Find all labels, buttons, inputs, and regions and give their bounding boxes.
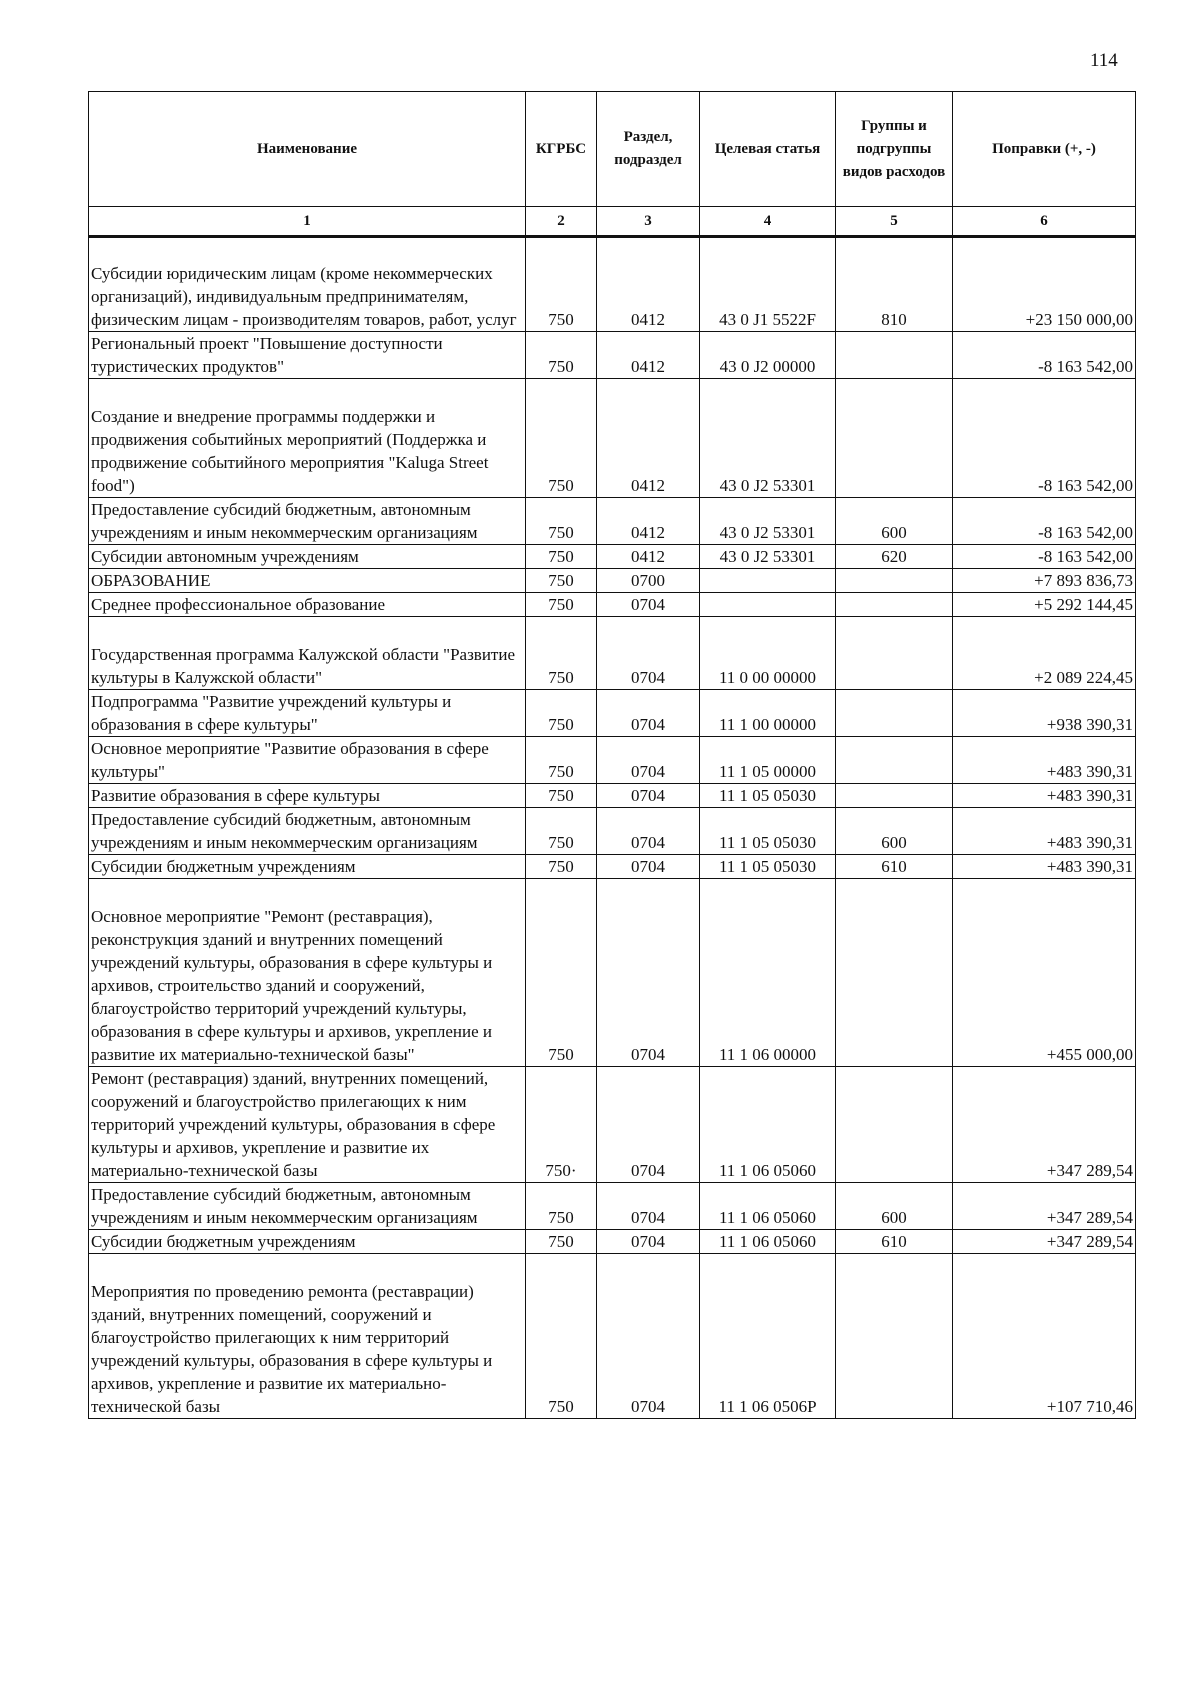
row-value	[953, 1230, 1136, 1254]
row-kgrbs	[526, 808, 597, 855]
row-target	[700, 237, 836, 332]
row-section-text: 0704	[631, 1208, 665, 1227]
table-row	[89, 1183, 1136, 1230]
row-name	[89, 1067, 526, 1183]
row-section-text: 0704	[631, 1045, 665, 1064]
table-row	[89, 617, 1136, 690]
row-kgrbs-text: 750	[548, 571, 574, 590]
row-group-text: 600	[881, 833, 907, 852]
budget-amendments-table	[88, 91, 1136, 1419]
row-kgrbs-text: 750	[548, 310, 574, 329]
column-number-row	[89, 207, 1136, 237]
row-kgrbs	[526, 1183, 597, 1230]
col-number: 6	[953, 207, 1136, 237]
row-value-text: -8 163 542,00	[1038, 476, 1133, 495]
row-name-text: Создание и внедрение программы поддержки и продвижения событийных мероприятий (Поддержка и продвижение событийного мероприятия "Kaluga Street food")	[91, 407, 489, 495]
row-value	[953, 617, 1136, 690]
row-name	[89, 237, 526, 332]
row-value	[953, 332, 1136, 379]
row-value-text: +455 000,00	[1046, 1045, 1133, 1064]
row-kgrbs-text: 750	[548, 1045, 574, 1064]
row-kgrbs-text: 750	[548, 786, 574, 805]
row-target	[700, 593, 836, 617]
row-kgrbs	[526, 1254, 597, 1419]
row-value	[953, 498, 1136, 545]
row-name	[89, 784, 526, 808]
row-target-text: 11 1 00 00000	[718, 715, 817, 734]
row-group-text: 610	[881, 1232, 907, 1251]
table-row	[89, 498, 1136, 545]
row-section-text: 0412	[631, 476, 665, 495]
col-number: 2	[526, 207, 597, 237]
row-kgrbs	[526, 498, 597, 545]
row-target	[700, 808, 836, 855]
row-kgrbs-text: 750	[548, 595, 574, 614]
row-group	[836, 332, 953, 379]
row-target-text: 11 1 05 05030	[718, 833, 817, 852]
row-target	[700, 1230, 836, 1254]
row-group	[836, 617, 953, 690]
row-name	[89, 545, 526, 569]
row-target-text: 43 0 J2 53301	[719, 547, 816, 566]
row-kgrbs-text: 750·	[545, 1161, 577, 1180]
row-name-text: Основное мероприятие "Развитие образования в сфере культуры"	[91, 739, 489, 781]
row-value	[953, 1067, 1136, 1183]
row-value-text: +7 893 836,73	[1034, 571, 1133, 590]
row-kgrbs	[526, 1067, 597, 1183]
row-name	[89, 855, 526, 879]
row-value-text: -8 163 542,00	[1038, 523, 1133, 542]
row-section-text: 0412	[631, 357, 665, 376]
row-section	[597, 1254, 700, 1419]
row-name	[89, 593, 526, 617]
row-target	[700, 737, 836, 784]
row-section	[597, 545, 700, 569]
row-name-text: Мероприятия по проведению ремонта (реставрации) зданий, внутренних помещений, сооружений и благоустройство прилегающих к ним территорий учреждений культуры, образования в сфере культуры и архивов, укрепление и развитие их материально-технической базы	[91, 1282, 493, 1416]
table-row	[89, 879, 1136, 1067]
table-header-row	[89, 92, 1136, 207]
row-kgrbs	[526, 545, 597, 569]
row-section	[597, 332, 700, 379]
row-target-text: 43 0 J1 5522F	[719, 310, 816, 329]
row-value-text: +2 089 224,45	[1034, 668, 1133, 687]
row-kgrbs-text: 750	[548, 1397, 574, 1416]
row-value	[953, 545, 1136, 569]
row-group	[836, 784, 953, 808]
row-group-text: 600	[881, 1208, 907, 1227]
row-name-text: Субсидии автономным учреждениям	[91, 547, 359, 566]
row-group	[836, 690, 953, 737]
row-name-text: Основное мероприятие "Ремонт (реставрация), реконструкция зданий и внутренних помещений учреждений культуры, образования в сфере культуры и архивов, строительство зданий и сооружений, благоустройство территорий учреждений культуры, образования в сфере культуры и архивов, укрепление и развитие их материально-технической базы"	[91, 907, 493, 1064]
row-target-text: 11 1 05 05030	[718, 786, 817, 805]
row-kgrbs	[526, 879, 597, 1067]
row-value-text: +347 289,54	[1046, 1161, 1133, 1180]
row-section-text: 0704	[631, 1397, 665, 1416]
row-kgrbs	[526, 379, 597, 498]
row-target-text: 43 0 J2 00000	[719, 357, 816, 376]
row-group	[836, 237, 953, 332]
row-value	[953, 237, 1136, 332]
row-section-text: 0700	[631, 571, 665, 590]
row-kgrbs	[526, 237, 597, 332]
row-name	[89, 332, 526, 379]
row-value-text: -8 163 542,00	[1038, 357, 1133, 376]
col-header-amendments: Поправки (+, -)	[953, 92, 1136, 207]
row-name-text: Предоставление субсидий бюджетным, автономным учреждениям и иным некоммерческим организациям	[91, 1185, 478, 1227]
col-number: 4	[700, 207, 836, 237]
row-target	[700, 617, 836, 690]
row-name	[89, 737, 526, 784]
table-row	[89, 690, 1136, 737]
row-section	[597, 617, 700, 690]
row-section-text: 0704	[631, 762, 665, 781]
table-row	[89, 1230, 1136, 1254]
row-value	[953, 879, 1136, 1067]
row-group-text: 600	[881, 523, 907, 542]
row-section-text: 0704	[631, 1232, 665, 1251]
row-group	[836, 593, 953, 617]
row-section	[597, 737, 700, 784]
table-row	[89, 855, 1136, 879]
row-target	[700, 379, 836, 498]
row-group	[836, 1254, 953, 1419]
row-kgrbs-text: 750	[548, 523, 574, 542]
row-group	[836, 808, 953, 855]
row-section-text: 0412	[631, 523, 665, 542]
table-row	[89, 737, 1136, 784]
row-name	[89, 879, 526, 1067]
row-kgrbs-text: 750	[548, 833, 574, 852]
row-value	[953, 1183, 1136, 1230]
row-section-text: 0704	[631, 715, 665, 734]
row-value-text: +483 390,31	[1046, 762, 1133, 781]
row-section	[597, 808, 700, 855]
row-kgrbs-text: 750	[548, 1232, 574, 1251]
row-name-text: Среднее профессиональное образование	[91, 595, 386, 614]
row-kgrbs-text: 750	[548, 715, 574, 734]
table-row	[89, 237, 1136, 332]
row-value-text: +5 292 144,45	[1034, 595, 1133, 614]
row-value	[953, 808, 1136, 855]
row-name-text: Региональный проект "Повышение доступности туристических продуктов"	[91, 334, 443, 376]
row-section-text: 0412	[631, 547, 665, 566]
row-name-text: Ремонт (реставрация) зданий, внутренних помещений, сооружений и благоустройство прилегающих к ним территорий учреждений культуры, образования в сфере культуры и архивов, укрепление и развитие их материально-технической базы	[91, 1069, 496, 1180]
row-section	[597, 855, 700, 879]
row-name	[89, 1230, 526, 1254]
row-target	[700, 1067, 836, 1183]
row-name-text: Предоставление субсидий бюджетным, автономным учреждениям и иным некоммерческим организациям	[91, 810, 478, 852]
row-group	[836, 379, 953, 498]
col-header-groups: Группы и подгруппы видов расходов	[836, 92, 953, 207]
row-group	[836, 1067, 953, 1183]
row-section	[597, 1183, 700, 1230]
row-name-text: Предоставление субсидий бюджетным, автономным учреждениям и иным некоммерческим организациям	[91, 500, 478, 542]
row-group	[836, 545, 953, 569]
col-header-section: Раздел, подраздел	[597, 92, 700, 207]
row-section-text: 0704	[631, 1161, 665, 1180]
row-kgrbs-text: 750	[548, 762, 574, 781]
row-target-text: 11 1 06 05060	[718, 1208, 817, 1227]
row-target	[700, 690, 836, 737]
row-section	[597, 690, 700, 737]
row-target-text: 11 1 05 00000	[718, 762, 817, 781]
row-kgrbs	[526, 737, 597, 784]
row-value-text: +483 390,31	[1046, 857, 1133, 876]
row-value	[953, 737, 1136, 784]
row-target-text: 11 0 00 00000	[718, 668, 817, 687]
row-group	[836, 879, 953, 1067]
row-name	[89, 1183, 526, 1230]
row-name	[89, 808, 526, 855]
row-name-text: Субсидии бюджетным учреждениям	[91, 1232, 356, 1251]
row-name	[89, 569, 526, 593]
row-target	[700, 879, 836, 1067]
row-value	[953, 379, 1136, 498]
row-section-text: 0704	[631, 857, 665, 876]
row-target-text: 11 1 06 0506Р	[718, 1397, 817, 1416]
row-name	[89, 617, 526, 690]
row-value	[953, 784, 1136, 808]
row-name	[89, 498, 526, 545]
row-target-text: 43 0 J2 53301	[719, 523, 816, 542]
row-name-text: Подпрограмма "Развитие учреждений культуры и образования в сфере культуры"	[91, 692, 452, 734]
row-section	[597, 1067, 700, 1183]
row-kgrbs	[526, 593, 597, 617]
row-value-text: -8 163 542,00	[1038, 547, 1133, 566]
row-name	[89, 379, 526, 498]
row-kgrbs	[526, 690, 597, 737]
row-section	[597, 784, 700, 808]
row-target	[700, 784, 836, 808]
row-target-text: 11 1 06 05060	[718, 1232, 817, 1251]
row-value-text: +347 289,54	[1046, 1232, 1133, 1251]
row-section	[597, 879, 700, 1067]
row-value	[953, 690, 1136, 737]
row-target	[700, 1254, 836, 1419]
row-value	[953, 1254, 1136, 1419]
table-row	[89, 808, 1136, 855]
row-section	[597, 569, 700, 593]
row-kgrbs-text: 750	[548, 547, 574, 566]
row-section-text: 0704	[631, 668, 665, 687]
table-row	[89, 593, 1136, 617]
table-row	[89, 1254, 1136, 1419]
row-group-text: 610	[881, 857, 907, 876]
row-name-text: Субсидии бюджетным учреждениям	[91, 857, 356, 876]
row-target-text: 11 1 06 05060	[718, 1161, 817, 1180]
row-value	[953, 593, 1136, 617]
row-group-text: 810	[881, 310, 907, 329]
row-section	[597, 379, 700, 498]
table-row	[89, 379, 1136, 498]
row-kgrbs-text: 750	[548, 668, 574, 687]
row-kgrbs	[526, 569, 597, 593]
row-value-text: +938 390,31	[1046, 715, 1133, 734]
row-group	[836, 1183, 953, 1230]
row-kgrbs	[526, 1230, 597, 1254]
row-section	[597, 498, 700, 545]
row-target-text: 11 1 06 00000	[718, 1045, 817, 1064]
row-kgrbs-text: 750	[548, 857, 574, 876]
row-group-text: 620	[881, 547, 907, 566]
row-group	[836, 855, 953, 879]
table-row	[89, 332, 1136, 379]
row-kgrbs	[526, 855, 597, 879]
row-target	[700, 332, 836, 379]
col-number: 1	[89, 207, 526, 237]
row-value	[953, 855, 1136, 879]
row-kgrbs-text: 750	[548, 357, 574, 376]
row-target-text: 11 1 05 05030	[718, 857, 817, 876]
row-target	[700, 569, 836, 593]
col-number: 5	[836, 207, 953, 237]
row-group	[836, 569, 953, 593]
row-value-text: +483 390,31	[1046, 833, 1133, 852]
row-name-text: Государственная программа Калужской области "Развитие культуры в Калужской области"	[91, 645, 515, 687]
row-target-text: 43 0 J2 53301	[719, 476, 816, 495]
table-row	[89, 784, 1136, 808]
table-row	[89, 569, 1136, 593]
col-header-kgrbs: КГРБС	[526, 92, 597, 207]
row-section-text: 0704	[631, 833, 665, 852]
col-header-target: Целевая статья	[700, 92, 836, 207]
row-kgrbs-text: 750	[548, 476, 574, 495]
row-target	[700, 498, 836, 545]
row-group	[836, 498, 953, 545]
row-kgrbs-text: 750	[548, 1208, 574, 1227]
row-section-text: 0704	[631, 595, 665, 614]
row-target	[700, 855, 836, 879]
row-group	[836, 737, 953, 784]
row-group	[836, 1230, 953, 1254]
row-target	[700, 545, 836, 569]
row-kgrbs	[526, 332, 597, 379]
table-row	[89, 1067, 1136, 1183]
row-section	[597, 237, 700, 332]
row-name	[89, 690, 526, 737]
row-target	[700, 1183, 836, 1230]
table-row	[89, 545, 1136, 569]
row-value	[953, 569, 1136, 593]
row-section	[597, 1230, 700, 1254]
row-section-text: 0704	[631, 786, 665, 805]
row-name-text: ОБРАЗОВАНИЕ	[91, 571, 211, 590]
row-value-text: +107 710,46	[1046, 1397, 1133, 1416]
row-kgrbs	[526, 784, 597, 808]
row-name-text: Субсидии юридическим лицам (кроме некоммерческих организаций), индивидуальным предпринимателям, физическим лицам - производителям товаров, работ, услуг	[91, 264, 517, 329]
col-number: 3	[597, 207, 700, 237]
row-section	[597, 593, 700, 617]
row-value-text: +347 289,54	[1046, 1208, 1133, 1227]
row-name	[89, 1254, 526, 1419]
page-number: 114	[1090, 50, 1118, 71]
row-value-text: +483 390,31	[1046, 786, 1133, 805]
row-value-text: +23 150 000,00	[1025, 310, 1133, 329]
row-kgrbs	[526, 617, 597, 690]
col-header-name: Наименование	[89, 92, 526, 207]
row-name-text: Развитие образования в сфере культуры	[91, 786, 380, 805]
row-section-text: 0412	[631, 310, 665, 329]
